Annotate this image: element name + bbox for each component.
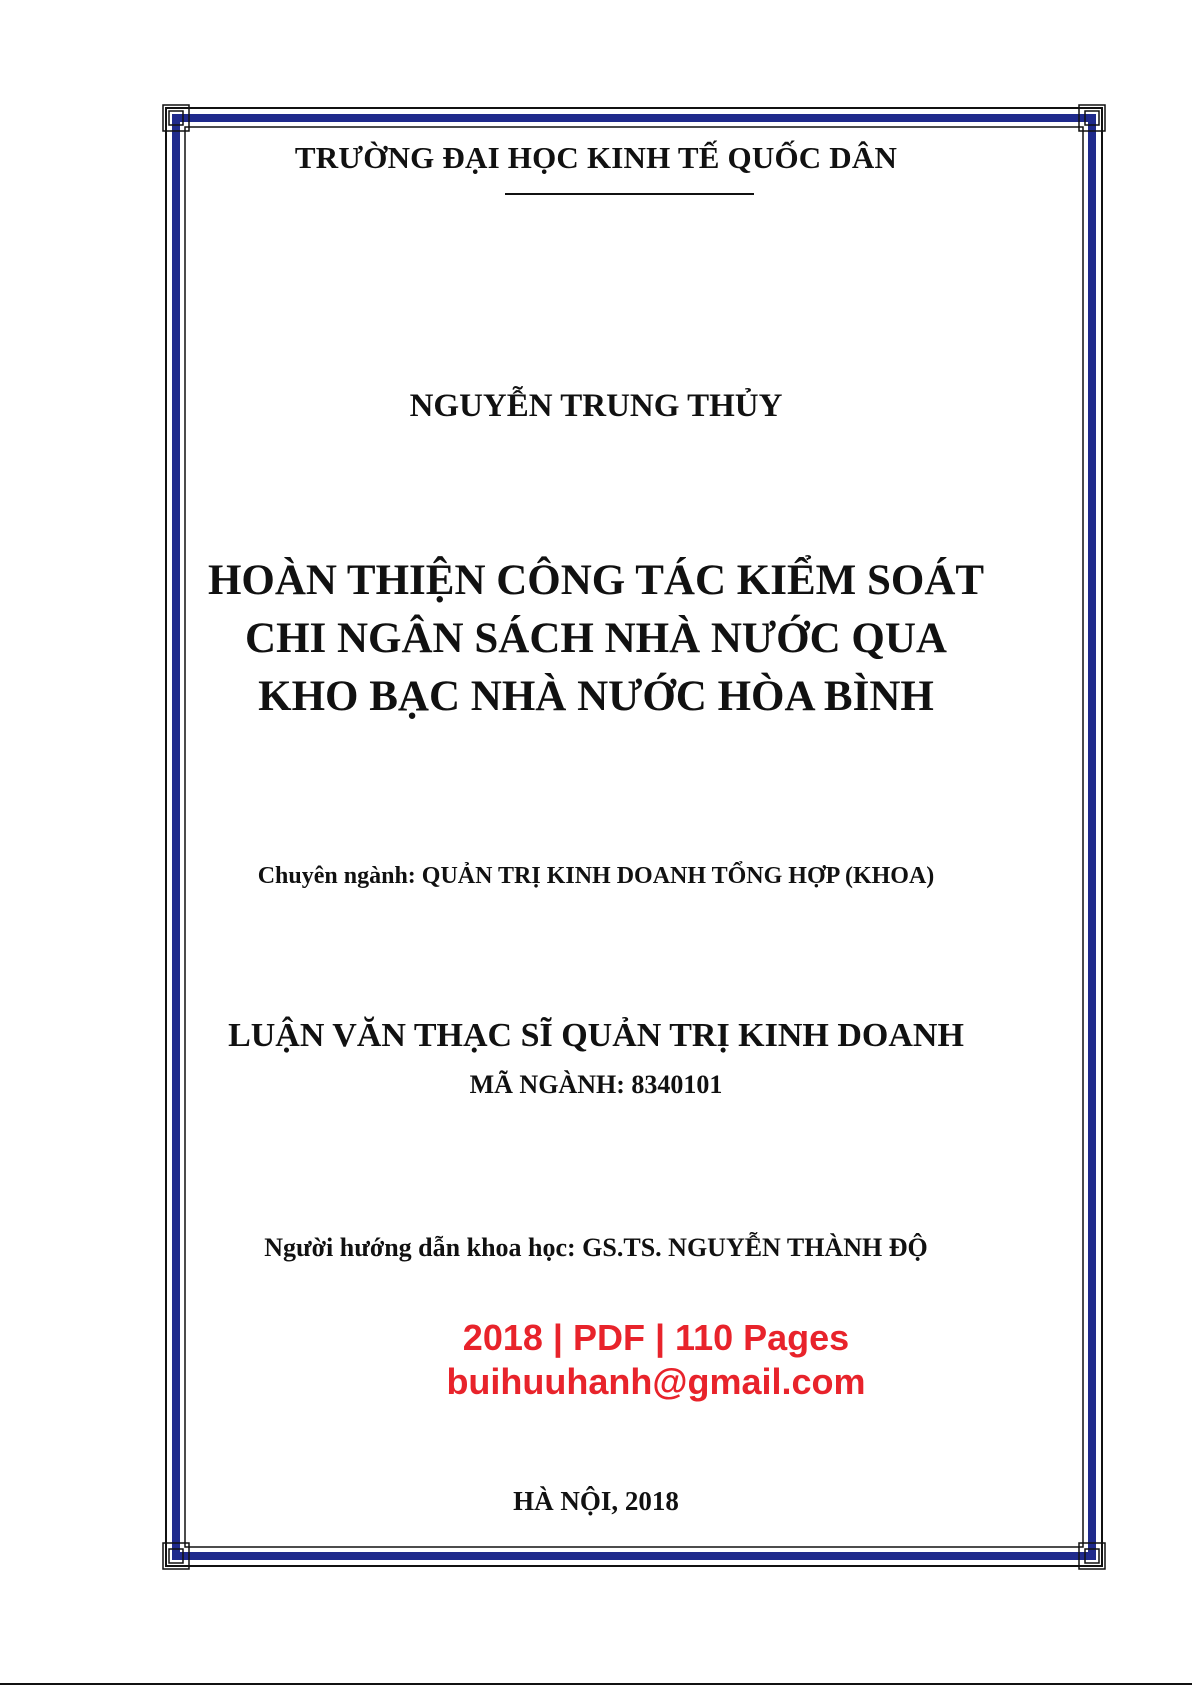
place-date: HÀ NỘI, 2018 [513,1486,679,1516]
thesis-title-line-3: KHO BẠC NHÀ NƯỚC HÒA BÌNH [258,673,934,720]
thesis-title [0,552,1192,726]
watermark-email: buihuuhanh@gmail.com [446,1361,866,1402]
major-label: Chuyên ngành: QUẢN TRỊ KINH DOANH TỔNG HỢP (KHOA) [257,863,935,889]
author-name: NGUYỄN TRUNG THỦY [409,388,783,424]
thesis-type: LUẬN VĂN THẠC SĨ QUẢN TRỊ KINH DOANH [228,1017,964,1054]
thesis-title-line-2: CHI NGÂN SÁCH NHÀ NƯỚC QUA [245,615,947,662]
major-code: MÃ NGÀNH: 8340101 [469,1070,723,1099]
thesis-title-line-1: HOÀN THIỆN CÔNG TÁC KIỂM SOÁT [207,557,985,604]
university-name: TRƯỜNG ĐẠI HỌC KINH TẾ QUỐC DÂN [294,140,898,175]
university-underline [505,193,754,195]
advisor-line: Người hướng dẫn khoa học: GS.TS. NGUYỄN THÀNH ĐỘ [264,1233,928,1262]
watermark-info: 2018 | PDF | 110 Pages [462,1317,850,1358]
